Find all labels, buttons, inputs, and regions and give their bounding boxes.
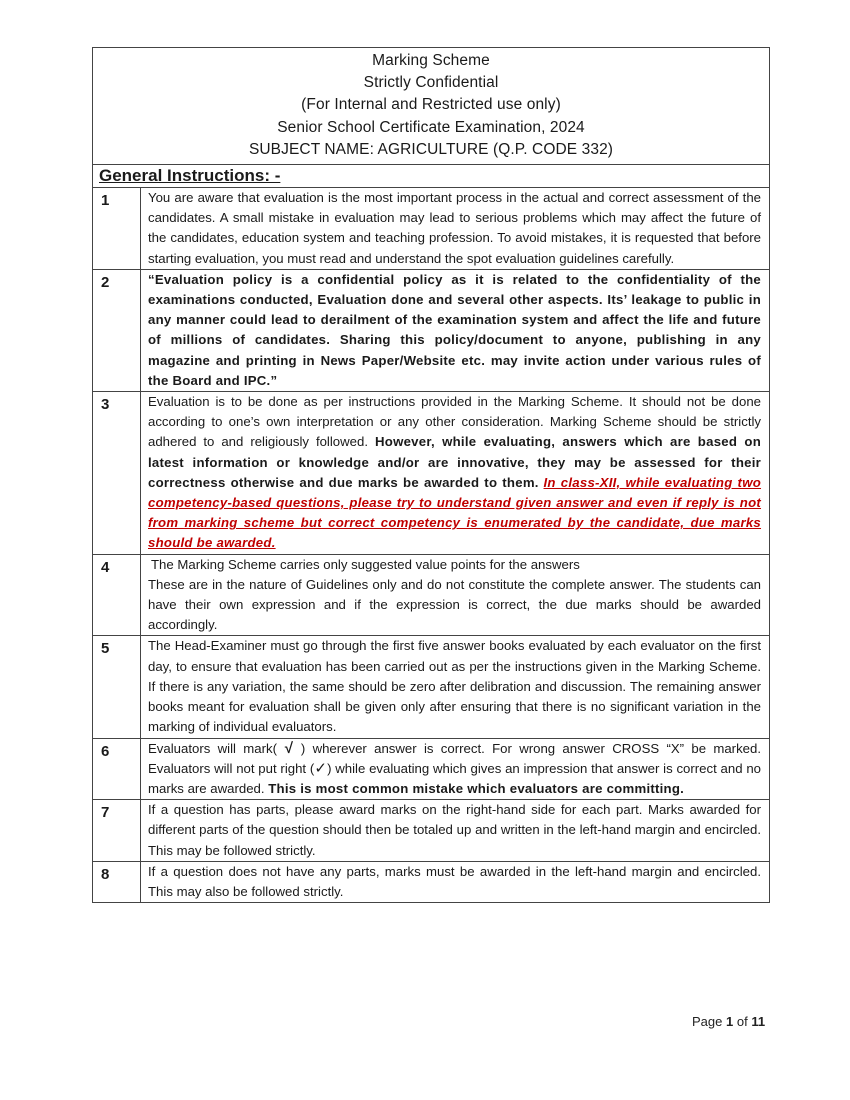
instruction-7-text: If a question has parts, please award marks on the right-hand side for each part. Marks awarded for different parts of the question should then be totaled up and written in the left-hand margin and encircled. This may be followed strictly. [148, 802, 762, 858]
instruction-row-8 [93, 861, 770, 902]
instruction-text [141, 392, 770, 555]
instruction-6-text-b: ) wherever answer is correct. For wrong answer CROSS “X” be marked. Evaluators will not put right ( [148, 740, 762, 776]
instruction-number: 2 [93, 269, 141, 391]
header-subject: SUBJECT NAME: AGRICULTURE (Q.P. CODE 332) [248, 140, 614, 158]
instruction-text [141, 861, 770, 902]
instruction-number: 6 [93, 738, 141, 800]
instruction-row-4 [93, 554, 770, 636]
instruction-number: 8 [93, 861, 141, 902]
instruction-3-competency-note: In class-XII, while evaluating two competency-based questions, please try to understand given answer and even if reply is not from marking scheme but correct competency is enumerated by the candidate, due marks should be awarded. [148, 474, 762, 551]
current-page: 1 [726, 1014, 734, 1029]
instruction-row-5 [93, 636, 770, 738]
instruction-4-text: These are in the nature of Guidelines only and do not constitute the complete answer. The students can have their own expression and if the expression is correct, the due marks should be awarded accordingly. [148, 576, 762, 633]
instruction-8-text: If a question does not have any parts, marks must be awarded in the left-hand margin and encircled. This may also be followed strictly. [148, 863, 762, 899]
check-mark-icon: ✓ [314, 759, 328, 777]
square-root-tick-icon: √ [276, 739, 301, 757]
instruction-3-text: Evaluation is to be done as per instructions provided in the Marking Scheme. It should not be done according to one’s own interpretation or any other consideration. Marking Scheme should be strictly adhered to and religiously followed. [148, 394, 762, 450]
page-number [692, 1014, 765, 1029]
instruction-text [141, 738, 770, 800]
instruction-text [141, 188, 770, 270]
header-restricted-use: (For Internal and Restricted use only) [301, 96, 561, 114]
general-instructions-heading-cell [93, 165, 770, 188]
instruction-row-1 [93, 188, 770, 270]
header-row [93, 48, 770, 165]
instruction-6-text-a: Evaluators will mark( [148, 740, 277, 756]
instruction-4-first-line: The Marking Scheme carries only suggested value points for the answers [151, 556, 580, 572]
header-confidential: Strictly Confidential [363, 74, 499, 92]
header-title: Marking Scheme [372, 52, 490, 69]
instruction-number: 3 [93, 392, 141, 555]
marking-scheme-table [92, 47, 770, 903]
instruction-3-bold-note: However, while evaluating, answers which are based on latest information or knowledge and/or are innovative, they may be assessed for their correctness otherwise and due marks be awarded to them. [148, 434, 762, 490]
instruction-number: 7 [93, 800, 141, 862]
instruction-text [141, 554, 770, 636]
instruction-1-text: You are aware that evaluation is the most important process in the actual and correct assessment of the candidates. A small mistake in evaluation may lead to serious problems which may affect the future of the candidates, education system and teaching profession. To avoid mistakes, it is requested that before starting evaluation, you must read and understand the spot evaluation guidelines carefully. [148, 190, 762, 266]
instruction-row-7 [93, 800, 770, 862]
instruction-text [141, 800, 770, 862]
header-examination: Senior School Certificate Examination, 2024 [277, 118, 585, 136]
of-label: of [736, 1014, 748, 1029]
general-instructions-heading: General Instructions: - [99, 166, 281, 186]
instruction-number: 4 [93, 554, 141, 636]
instruction-number: 5 [93, 636, 141, 738]
total-pages: 11 [751, 1014, 766, 1029]
instruction-6-text-c: ) while evaluating which gives an impression that answer is correct and no marks are awarded. [148, 760, 761, 796]
instruction-5-text: The Head-Examiner must go through the first five answer books evaluated by each evaluator on the first day, to ensure that evaluation has been carried out as per the instructions given in the Marking Scheme. If there is any variation, the same should be zero after delibration and discussion. The remaining answer books meant for evaluation shall be given only after ensuring that there is no significant variation in the marking of individual evaluators. [148, 638, 762, 735]
instruction-6-bold-note: This is most common mistake which evaluators are committing. [268, 780, 685, 796]
instruction-text [141, 269, 770, 391]
instruction-row-6 [93, 738, 770, 800]
instruction-2-confidential-policy: “Evaluation policy is a confidential policy as it is related to the confidentiality of the examinations conducted, Evaluation done and several other aspects. Its’ leakage to public in any manner could lead to derailment of the examination system and affect the life and future of millions of candidates. Sharing this policy/document to anyone, publishing in any magazine and printing in News Paper/Website etc. may invite action under various rules of the Board and IPC.” [148, 271, 762, 388]
general-instructions-row [93, 165, 770, 188]
instruction-text [141, 636, 770, 738]
document-header [93, 48, 770, 165]
page-label: Page [692, 1014, 723, 1029]
instruction-number: 1 [93, 188, 141, 270]
instruction-row-3 [93, 392, 770, 555]
marking-scheme-page [92, 47, 769, 903]
instruction-row-2 [93, 269, 770, 391]
